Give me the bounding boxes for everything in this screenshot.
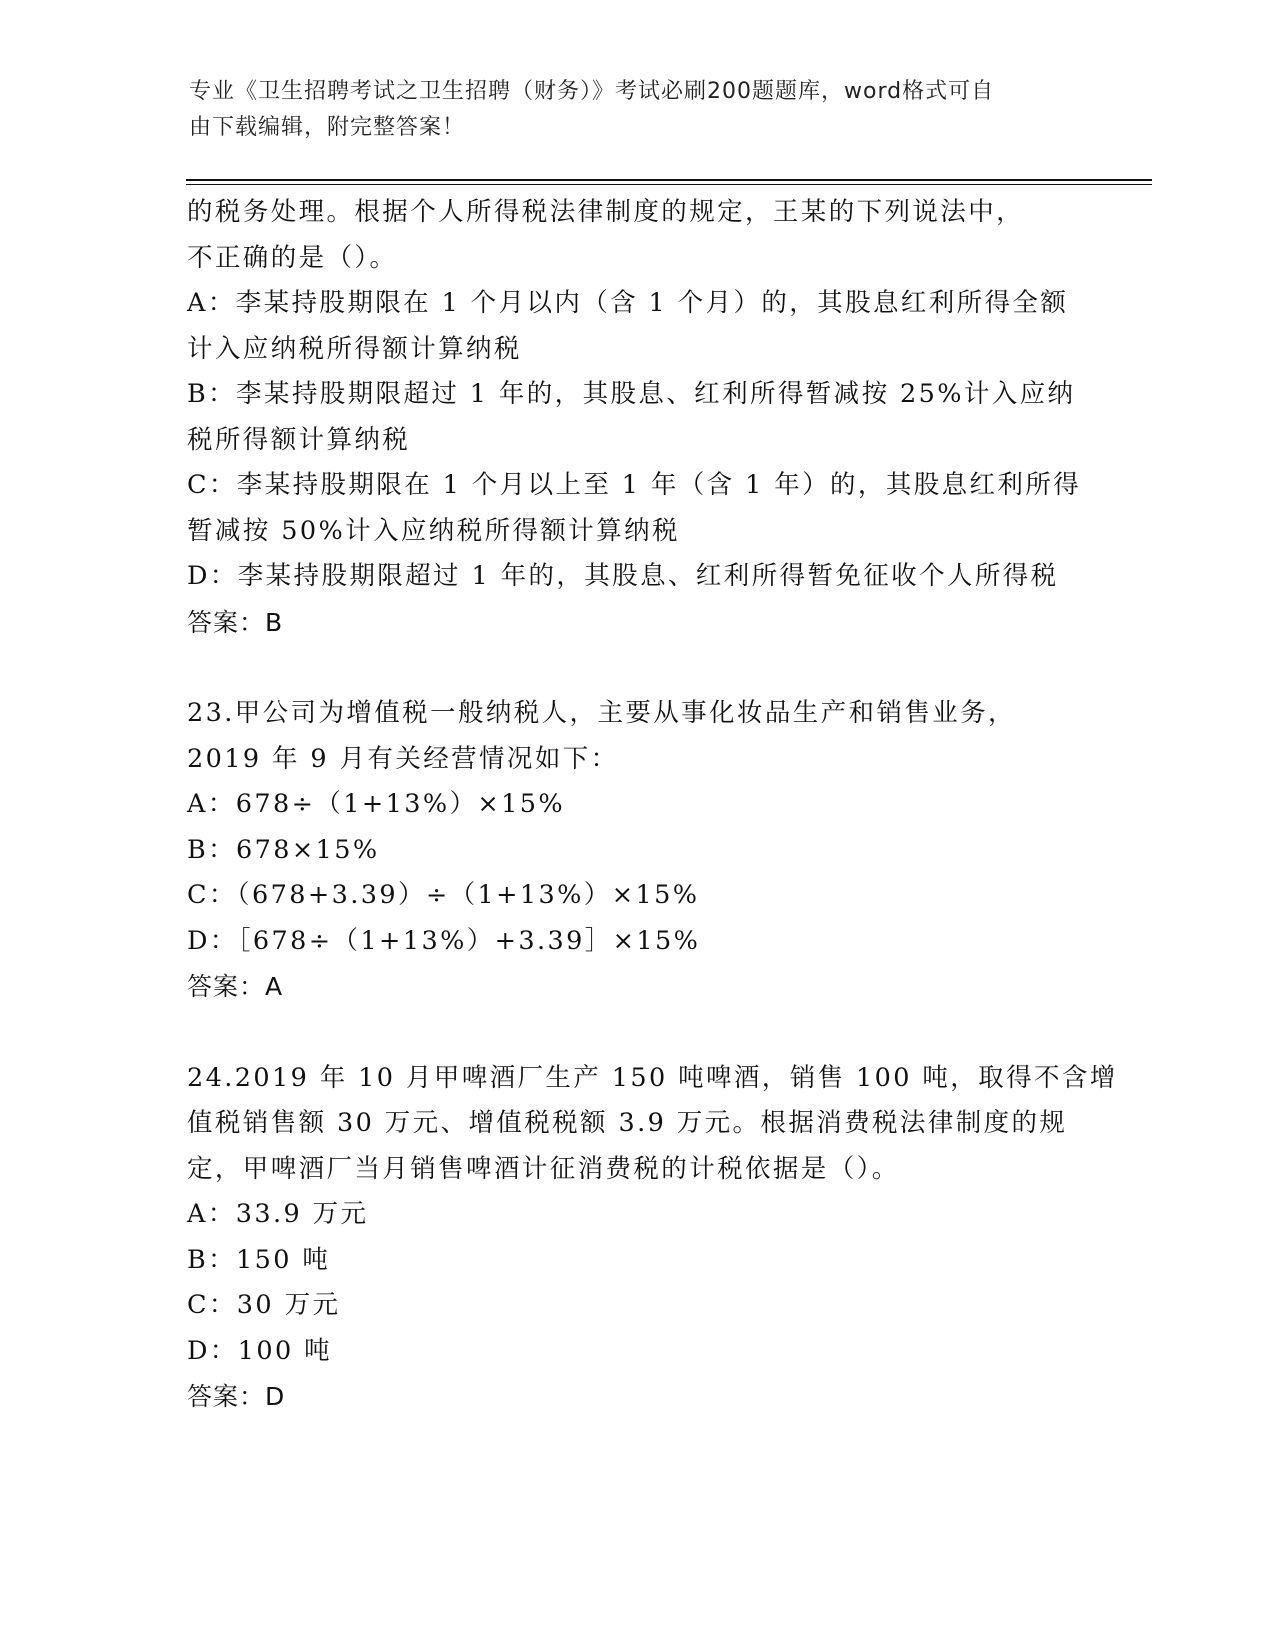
option-c-line: 暂减按 50%计入应纳税所得额计算纳税 [187,515,680,546]
option-a-line: A：李某持股期限在 1 个月以内（含 1 个月）的，其股息红利所得全额 [187,288,1069,318]
question-stem-line: 23.甲公司为增值税一般纳税人，主要从事化妆品生产和销售业务， [187,698,1016,728]
question-stem-line: 的税务处理。根据个人所得税法律制度的规定，王某的下列说法中， [187,197,1025,227]
option-d-line: D：李某持股期限超过 1 年的，其股息、红利所得暂免征收个人所得税 [187,561,1059,591]
answer-label: 答案：A [187,972,284,1001]
option-b-line: B：678×15% [187,834,380,865]
question-stem-line: 不正确的是（）。 [187,242,398,273]
option-a-line: 计入应纳税所得额计算纳税 [187,333,522,364]
header-rule-thin [186,184,1152,185]
option-a-line: A：678÷（1+13%）×15% [187,789,566,819]
question-gap [187,1010,1087,1056]
question-stem-line: 2019 年 9 月有关经营情况如下： [187,743,619,774]
header-rule-thick [186,179,1152,181]
option-d-line: D：100 吨 [187,1335,333,1366]
option-c-line: C：李某持股期限在 1 个月以上至 1 年（含 1 年）的，其股息红利所得 [187,470,1082,500]
question-stem-line: 值税销售额 30 万元、增值税税额 3.9 万元。根据消费税法律制度的规 [187,1108,1068,1138]
option-c-line: C：（678+3.39）÷（1+13%）×15% [187,880,700,910]
option-a-line: A：33.9 万元 [187,1199,369,1229]
answer-label: 答案：D [187,1382,286,1411]
option-b-line: 税所得额计算纳税 [187,424,411,455]
header-title-line-2: 由下载编辑，附完整答案！ [189,115,466,140]
option-d-line: D：［678÷（1+13%）+3.39］×15% [187,925,701,956]
option-b-line: B：150 吨 [187,1244,331,1275]
question-block [187,190,1087,645]
answer-label: 答案：B [187,607,284,637]
document-header [189,74,1069,146]
question-block [187,1056,1118,1420]
question-list [187,190,1118,1420]
question-stem-line: 24.2019 年 10 月甲啤酒厂生产 150 吨啤酒，销售 100 吨，取得不含增 [187,1062,1118,1093]
header-title-line-1: 专业《卫生招聘考试之卫生招聘（财务）》考试必刷200题题库，word格式可自 [189,79,995,104]
option-b-line: B：李某持股期限超过 1 年的，其股息、红利所得暂减按 25%计入应纳 [187,379,1076,409]
question-gap [187,645,1087,691]
question-block [187,691,1087,1010]
option-c-line: C：30 万元 [187,1290,341,1320]
question-stem-line: 定，甲啤酒厂当月销售啤酒计征消费税的计税依据是（）。 [187,1153,900,1184]
